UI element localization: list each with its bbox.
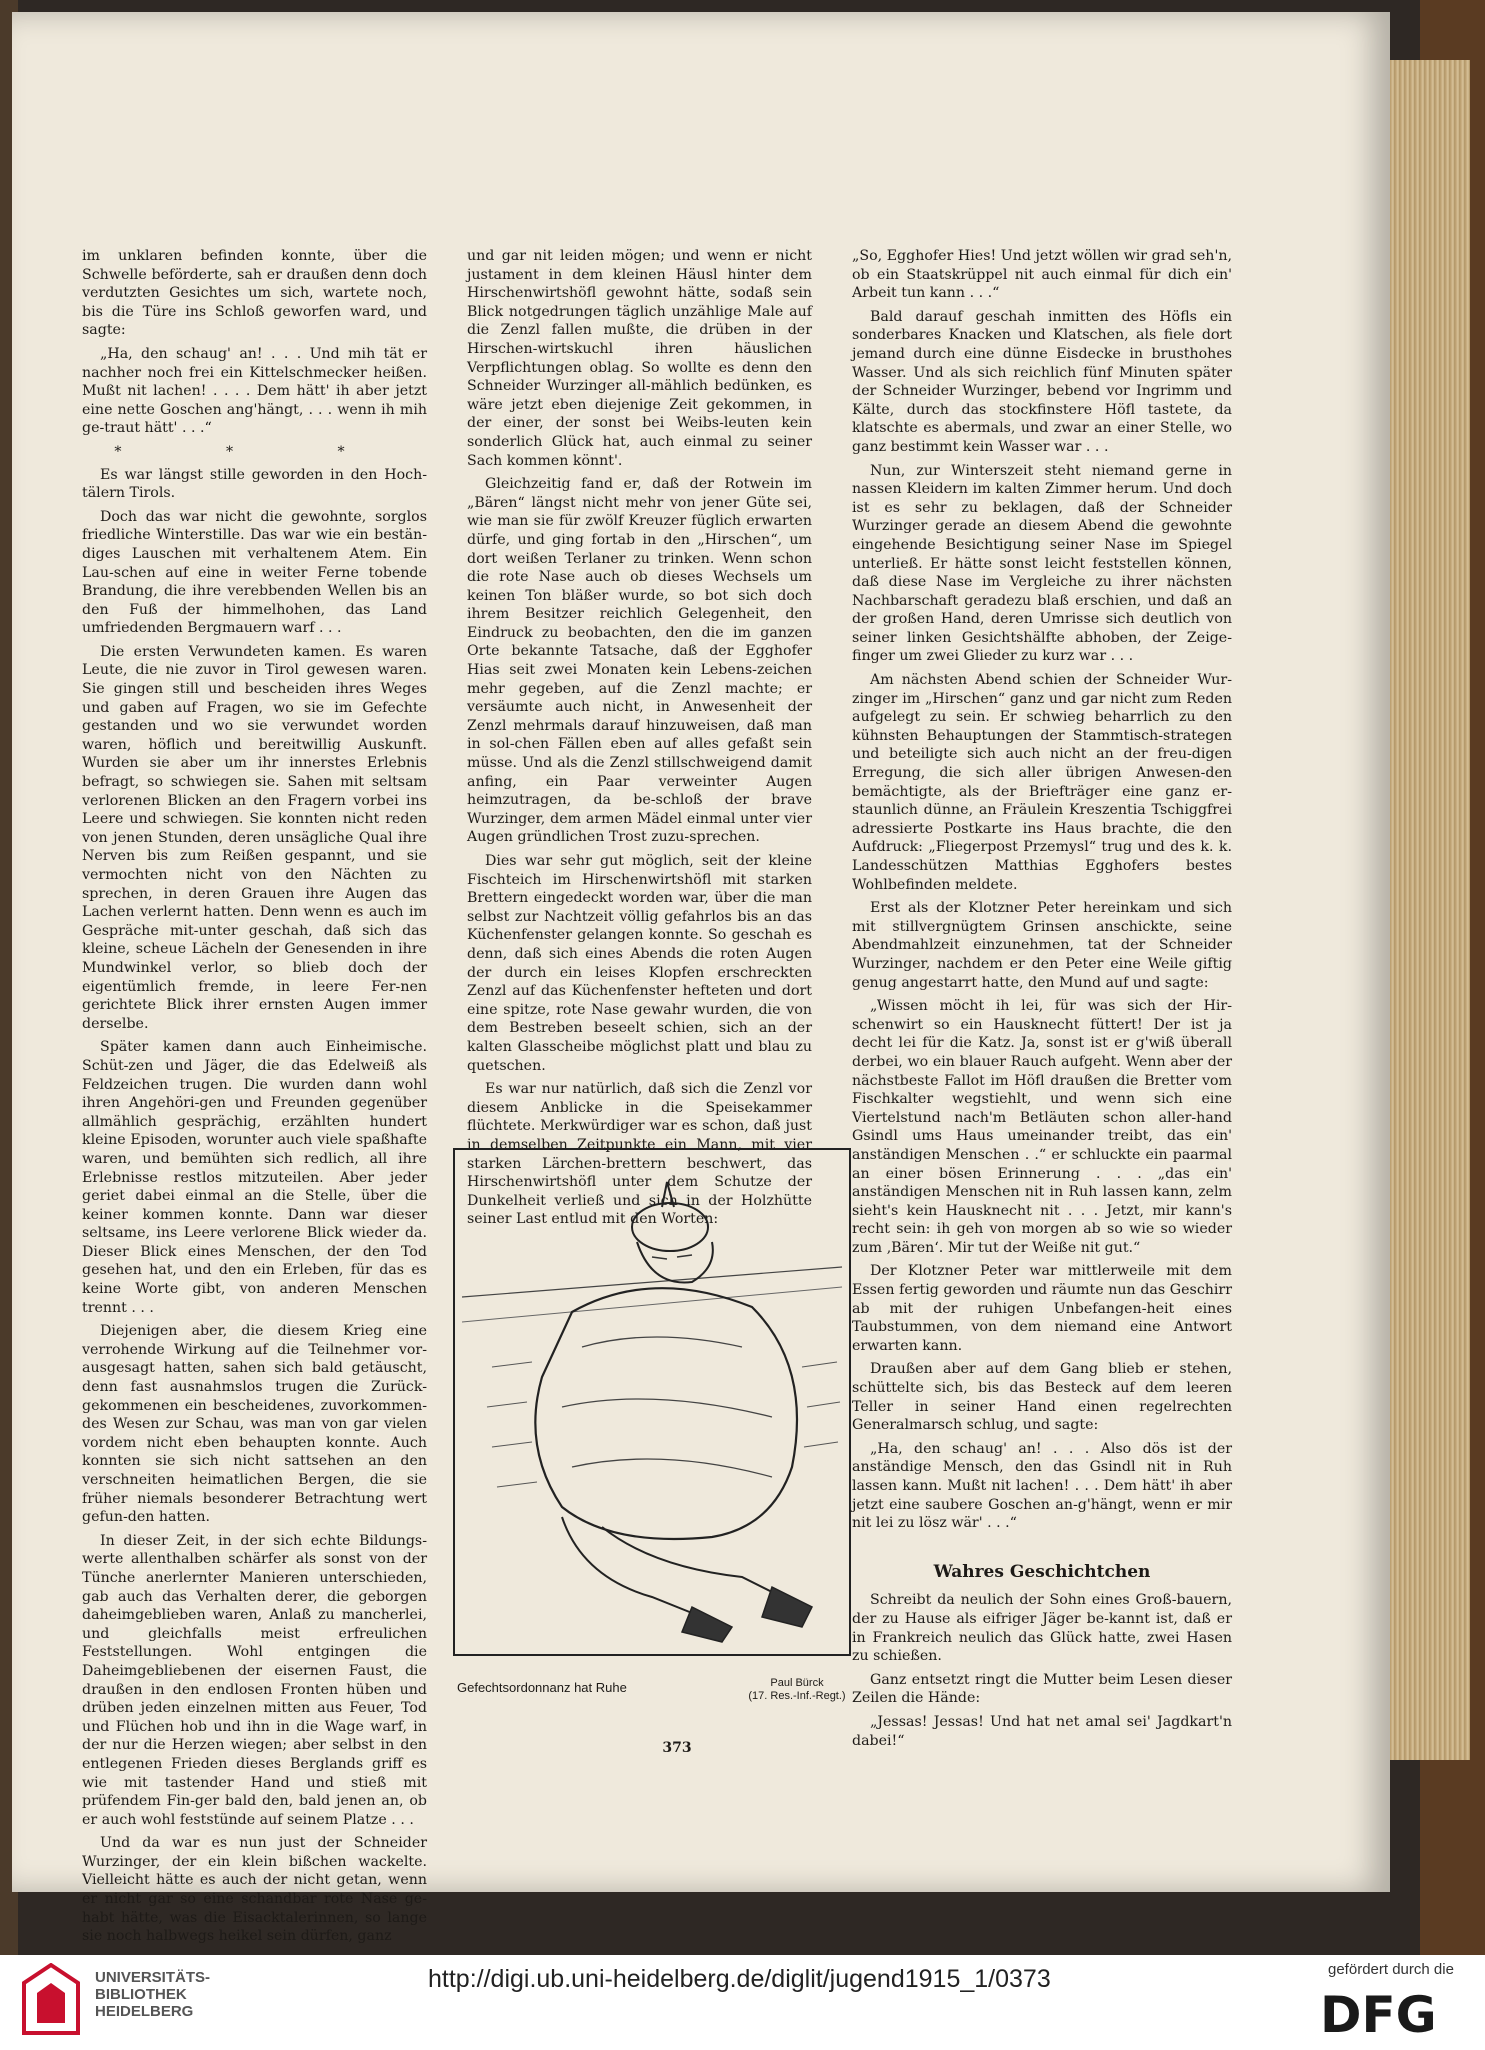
dfg-logo-text: DFG xyxy=(1320,1987,1437,2039)
paragraph: Erst als der Klotzner Peter hereinkam und sich mit stillvergnügtem Grinsen anschickte, seine Abendmahlzeit einzunehmen, tat der Schneider Wurzinger, nachdem er den Peter eine Weile giftig genug angestarrt hatte, den Mund auf und sagte: xyxy=(852,900,1232,991)
illustration-sleeping-soldier xyxy=(452,1147,852,1697)
paragraph: Es war längst stille geworden in den Hoch-tälern Tirols. xyxy=(82,466,427,502)
paragraph: Es war nur natürlich, daß sich die Zenzl vor diesem Anblicke in die Speisekammer flüchtete. Merkwürdiger war es schon, daß just in demselben Zeitpunkte ein Mann, mit vier starken Lärchen-brettern beschwert, das Hirschenwirtshöfl unter dem Schutze der Dunkelheit verließ und sich in der Holzhütte seiner Last entlud mit den Worten: xyxy=(467,1081,812,1228)
paragraph: „Jessas! Jessas! Und hat net amal sei' Jagdkart'n dabei!“ xyxy=(852,1713,1232,1749)
section-break-stars: * * * xyxy=(114,443,395,460)
paragraph: Der Klotzner Peter war mittlerweile mit dem Essen fertig geworden und räumte nun das Geschirr ab mit der ruhigen Unbefangen-heit eines Taubstummen, von dem niemand eine Antwort erwarten kann. xyxy=(852,1263,1232,1354)
figure-artist-credit xyxy=(717,1677,877,1703)
paragraph: Schreibt da neulich der Sohn eines Groß-bauern, der zu Hause als eifriger Jäger be-kannt ist, daß er in Frankreich neulich das Glück hatte, zwei Hasen zu schießen. xyxy=(852,1592,1232,1665)
paragraph: Am nächsten Abend schien der Schneider Wur-zinger im „Hirschen“ ganz und gar nicht zum Reden aufgelegt zu sein. Er schwieg beharrlich zu den kühnsten Behauptungen der Stammtisch-strategen und beteiligte sich auch nicht an der freu-digen Erregung, die sich aller übrigen Anwesen-den bemächtigte, als der Briefträger eine ganz er-staunlich dünne, an Fräulein Kreszentia Tschiggfrei adressierte Postkarte ins Haus brachte, die den Aufdruck: „Fliegerpost Przemysl“ trug und des k. k. Landesschützen Matthias Egghofers bestes Wohlbefinden meldete. xyxy=(852,672,1232,893)
paragraph: Nun, zur Winterszeit steht niemand gerne in nassen Kleidern im kalten Zimmer herum. Und doch ist es sehr zu beklagen, daß der Schneider Wurzinger gerade an diesem Abend die gewohnte eingehende Besichtigung seiner Nase im Spiegel unterließ. Er hätte sonst leicht feststellen können, daß diese Nase im Vergleiche zu ihrer nächsten Nachbarschaft geradezu blaß erschien, und daß an der großen Hand, deren Umrisse sich deutlich von seiner linken Gesichtshälfte abhoben, der Zeige-finger um zwei Glieder zu kurz war . . . xyxy=(852,462,1232,665)
artist-unit: (17. Res.-Inf.-Regt.) xyxy=(748,1690,846,1702)
paragraph: Gleichzeitig fand er, daß der Rotwein im „Bären“ längst nicht mehr von jener Güte sei, wie man sie für zwölf Kreuzer füglich erwarten dürfe, und ging fortab in den „Hirschen“, um dort weißen Terlaner zu trinken. Wenn schon die rote Nase auch ob dieses Wechsels um keinen Ton bläßer wurde, so bot sich doch ihrem Besitzer reichlich Gelegenheit, den Eindruck zu beobachten, den die im ganzen Orte bekannte Tatsache, daß der Egghofer Hias seit zwei Monaten kein Lebens-zeichen mehr gegeben, auf die Zenzl machte; er versäumte auch nicht, in Anwesenheit der Zenzl mehrmals darauf hinzuweisen, daß man in sol-chen Fällen eben auf alles gefaßt sein müsse. Und als die Zenzl stillschweigend damit anfing, ein Paar verweinter Augen heimzutragen, da be-schloß der brave Wurzinger, dem armen Mädel einmal unter vier Augen gründlichen Trost zuzu-sprechen. xyxy=(467,476,812,846)
figure-caption: Gefechtsordonnanz hat Ruhe xyxy=(457,1680,627,1695)
paragraph: „So, Egghofer Hies! Und jetzt wöllen wir grad seh'n, ob ein Staatskrüppel nit auch einmal für dich ein' Arbeit tun kann . . .“ xyxy=(852,248,1232,302)
paragraph: Bald darauf geschah inmitten des Höfls ein sonderbares Knacken und Klatschen, als fiele dort jemand durch eine dünne Eisdecke in brusthohes Wasser. Und als sich reichlich fünf Minuten später der Schneider Wurzinger, bebend vor Ingrimm und Kälte, durch das stockfinstere Höfl tastete, da klatschte es abermals, und zwar an einer Stelle, wo ganz bestimmt kein Wasser war . . . xyxy=(852,308,1232,455)
paragraph: „Ha, den schaug' an! . . . Also dös ist der anständige Mensch, den das Gsindl nit in Ruh lassen kann. Mußt nit lachen! . . . Dem hätt' ih aber jetzt eine saubere Goschen an-g'hängt, wenn er mir nit lei zu lösz wär' . . .“ xyxy=(852,1440,1232,1532)
paragraph: Die ersten Verwundeten kamen. Es waren Leute, die nie zuvor in Tirol gewesen waren. Sie gingen still und bescheiden ihres Weges und gaben auf Fragen, wo sie im Gefechte gestanden und wo sie verwundet worden waren, höflich und bereitwillig Auskunft. Wurden sie aber um ihr innerstes Erlebnis befragt, so schwiegen sie. Sahen mit seltsam verlorenen Blicken an den Fragern vorbei ins Leere und schwiegen. Sie konnten nicht reden von jenen Stunden, deren unsägliche Qual ihre Nerven bis zum Reißen gespannt, und sie vermochten nicht von den Nächten zu sprechen, in deren Grauen ihre Augen das Lachen verlernt hatten. Denn wenn es auch im Gespräche mit-unter geschah, daß sich das kleine, scheue Lächeln der Genesenden in ihre Mundwinkel verlor, so blieb doch der eigentümlich fremde, in leere Fer-nen gerichtete Blick ihrer ernsten Augen immer derselbe. xyxy=(82,643,427,1032)
funding-label: gefördert durch die xyxy=(1328,1961,1454,1978)
page-number: 373 xyxy=(662,1740,692,1756)
paragraph: In dieser Zeit, in der sich echte Bildungs-werte allenthalben schärfer als sonst von der Tünche anerlernter Manieren unterschieden, gab auch das Verhalten derer, die geborgen daheimgeblieben waren, Anlaß zu mancherlei, und gleichfalls meist erfreulichen Feststellungen. Wohl entgingen die Daheimgebliebenen der eisernen Faust, die draußen in den endlosen Fronten hüben und drüben jeden einzelnen mitten aus Feuer, Tod und Flüchen hob und ihn in die Wage warf, in der nur die Herzen wiegen; aber selbst in den entlegenen Frieden dieses Berglands griff es wie mit tastender Hand und stieß mit prüfendem Fin-ger bald den, bald jenen an, ob er auch wohl feststünde auf seinem Platze . . . xyxy=(82,1532,427,1828)
text-column-2 xyxy=(467,247,812,1234)
sketch-illustration xyxy=(452,1147,852,1657)
paragraph: im unklaren befinden konnte, über die Schwelle beförderte, sah er draußen denn doch verdutzten Gesichtes um sich, wartete noch, bis die Türe ins Schloß geworfen ward, und sagte: xyxy=(82,248,427,339)
book-page xyxy=(12,12,1390,1945)
permalink-url[interactable]: http://digi.ub.uni-heidelberg.de/diglit/jugend1915_1/0373 xyxy=(428,1965,1051,1993)
text-column-3 xyxy=(852,247,1232,1755)
text-column-1 xyxy=(82,247,427,1951)
artist-name: Paul Bürck xyxy=(770,1677,824,1689)
paragraph: Dies war sehr gut möglich, seit der kleine Fischteich im Hirschenwirtshöfl mit starken Brettern eingedeckt worden war, über die man selbst zur Nachtzeit völlig gefahrlos bis an das Küchenfenster gelangen konnte. So geschah es denn, daß sich eines Abends die roten Augen der durch ein leises Klopfen erschreckten Zenzl auf das Küchenfenster hefteten und dort eine spitze, rote Nase gewahr wurden, die von dem Bestreben beseelt schien, sich an der kalten Glasscheibe möglichst platt und blau zu quetschen. xyxy=(467,853,812,1074)
dfg-logo-icon[interactable] xyxy=(1320,1987,1470,2039)
section-title: Wahres Geschichtchen xyxy=(933,1561,1151,1582)
library-name-line: HEIDELBERG xyxy=(95,2003,194,2020)
paragraph: Ganz entsetzt ringt die Mutter beim Lesen dieser Zeilen die Hände: xyxy=(852,1671,1232,1707)
paragraph: Und da war es nun just der Schneider Wurzinger, der ein klein bißchen wackelte. Vielleicht hätte es auch der nicht getan, wenn er nicht gar so eine schandbar rote Nase ge-habt hätte, was die Eisacktalerinnen, so lange sie noch halbwegs heikel sein dürfen, ganz xyxy=(82,1835,427,1945)
paragraph: und gar nit leiden mögen; und wenn er nicht justament in dem kleinen Häusl hinter dem Hirschenwirtshöfl gewohnt hätte, sodaß sein Blick notgedrungen täglich unzählige Male auf die Zenzl fallen mußte, die drüben in der Hirschen-wirtskuchl ihren häuslichen Verpflichtungen oblag. So wollte es denn den Schneider Wurzinger all-mählich bedünken, es wäre jetzt eben diejenige Zeit gekommen, in der einer, der sonst bei Weibs-leuten kein sonderlich Glück hat, auch einmal zu seiner Sach kommen könnt'. xyxy=(467,248,812,469)
paragraph: Draußen aber auf dem Gang blieb er stehen, schüttelte sich, bis das Besteck auf dem leeren Teller in seiner Hand einen regelrechten Generalmarsch schlug, und sagte: xyxy=(852,1361,1232,1434)
paragraph: Doch das war nicht die gewohnte, sorglos friedliche Winterstille. Das war wie ein bestän-diges Lauschen mit verhaltenem Atem. Ein Lau-schen auf eine in weiter Ferne tobende Brandung, die ihre verebbenden Wellen bis an den Fuß der himmelhohen, das Land umfriedenden Bergmauern warf . . . xyxy=(82,508,427,637)
paragraph: „Wissen möcht ih lei, für was sich der Hir-schenwirt so ein Hausknecht füttert! Der ist ja decht lei für die Katz. Ja, sonst ist er g'wiß überall derbei, wo ein blauer Rauch aufgeht. Wenn aber der nächstbeste Fallot im Höfl draußen die Bretter vom Fischkalter wegstiehlt, und wenn sich eine Viertelstund nach'm Betläuten schon aller-hand Gsindl ums Haus umeinander treibt, das ein' anständigen Menschen . .“ er schluckte ein paarmal an einer bösen Erinnerung . . . „das ein' anständigen Menschen nit in Ruh lassen kann, zelm sieht's kein Hausknecht nit . . . Jetzt, mir kann's recht sein: ih geh von morgen ab so wie so wieder zum ‚Bären‘. Mir tut der Weiße nit gut.“ xyxy=(852,998,1232,1256)
library-name-line: BIBLIOTHEK xyxy=(95,1986,187,2003)
university-library-logo-icon[interactable] xyxy=(22,1963,80,2035)
library-name-line: UNIVERSITÄTS- xyxy=(95,1969,211,1986)
library-name[interactable] xyxy=(95,1969,210,2020)
paragraph: Später kamen dann auch Einheimische. Schüt-zen und Jäger, die das Edelweiß als Feldzeichen trugen. Die wurden dann wohl ihren Angehöri-gen und Freunden gegenüber allmählich gesprächig, erzählten hundert kleine Episoden, worunter auch viele spaßhafte waren, und bemühten sich redlich, all ihre Erlebnisse restlos mitzuteilen. Aber jeder geriet dabei einmal an die Stelle, über die keiner kommen konnte. Dann war dieser seltsame, ins Leere verlorene Blick wieder da. Dieser Blick eines Menschen, der den Tod gesehen hat, und den ein Erleben, für das es keine Worte gibt, von anderen Menschen trennt . . . xyxy=(82,1039,427,1316)
paragraph: „Ha, den schaug' an! . . . Und mih tät er nachher noch frei ein Kittelschmecker heißen. Mußt nit lachen! . . . . Dem hätt' ih aber jetzt eine nette Goschen ang'hängt, . . . wenn ih mih ge-traut hätt' . . .“ xyxy=(82,345,427,437)
viewer-footer xyxy=(0,1955,1485,2050)
paragraph: Diejenigen aber, die diesem Krieg eine verrohende Wirkung auf die Teilnehmer vor-ausgesagt hatten, sahen sich bald getäuscht, denn fast ausnahmslos trugen die Zurück-gekommenen ein bescheidenes, zuvorkommen-des Wesen zur Schau, was man von gar vielen vordem nicht eben behaupten konnte. Auch konnten sie sich nicht sattsehen an den verschneiten heimatlichen Bergen, die sie früher niemals besonderer Betrachtung wert gefun-den hatten. xyxy=(82,1323,427,1526)
